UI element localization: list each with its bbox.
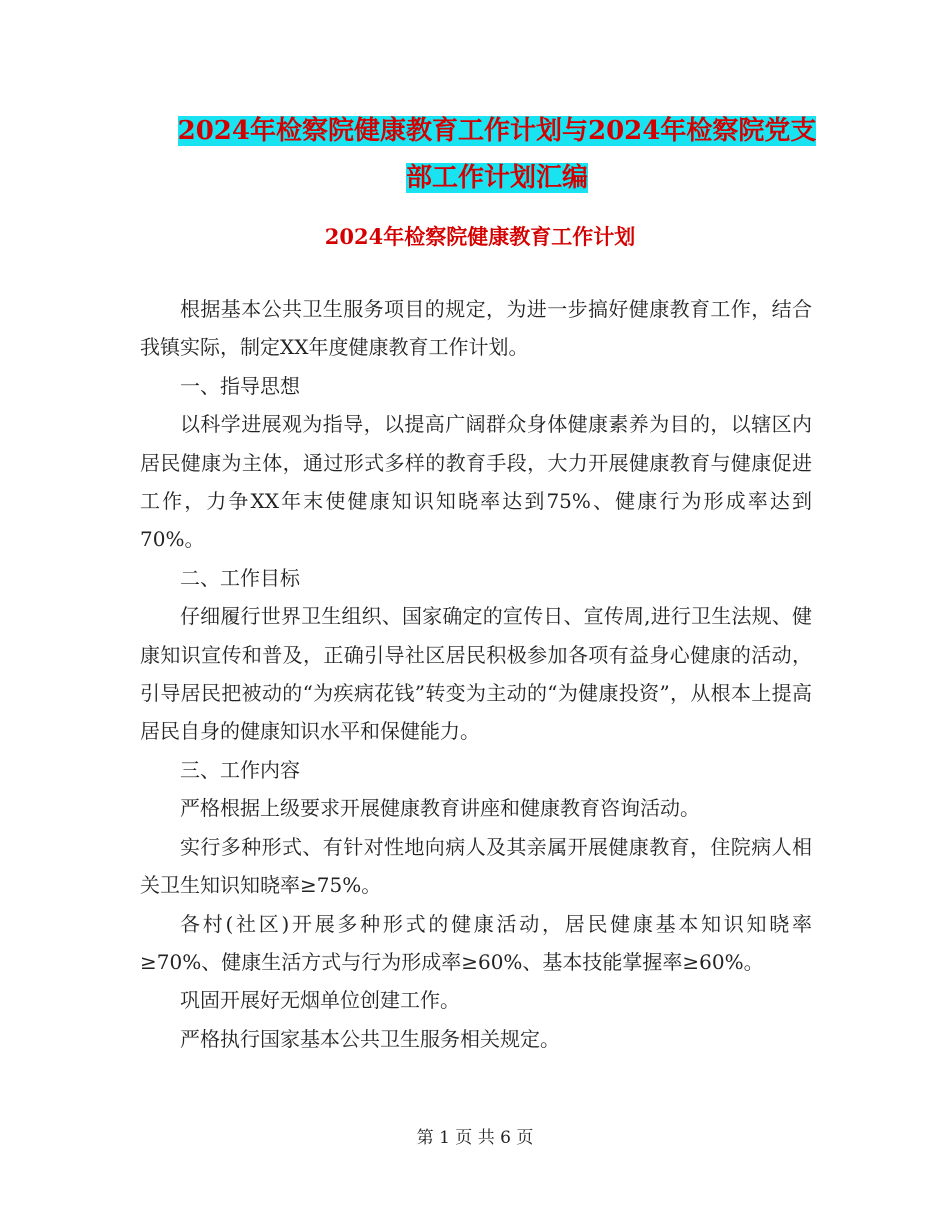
section-title: 2024年检察院健康教育工作计划 (324, 224, 636, 249)
paragraph-work-goals: 仔细履行世界卫生组织、国家确定的宣传日、宣传周,进行卫生法规、健康知识宣传和普及，正确引导社区居民积极参加各项有益身心健康的活动，引导居民把被动的“为疾病花钱”转变为主动的“为健康投资”，从根本上提高居民自身的健康知识水平和保健能力。 (140, 604, 812, 744)
document-title (140, 108, 854, 202)
paragraph-guiding-ideology: 以科学进展观为指导，以提高广阔群众身体健康素养为目的，以辖区内居民健康为主体，通过形式多样的教育手段，大力开展健康教育与健康促进工作，力争XX年末使健康知识知晓率达到75%、健康行为形成率达到70%。 (140, 412, 812, 552)
paragraph-intro: 根据基本公共卫生服务项目的规定，为进一步搞好健康教育工作，结合我镇实际，制定XX年度健康教育工作计划。 (140, 297, 812, 360)
heading-guiding-ideology: 一、指导思想 (180, 373, 300, 398)
document-title-line-2: 部工作计划汇编 (405, 163, 588, 193)
page-footer: 第 1 页 共 6 页 (416, 1128, 534, 1148)
heading-work-content: 三、工作内容 (180, 757, 300, 782)
paragraph-content-2: 实行多种形式、有针对性地向病人及其亲属开展健康教育，住院病人相关卫生知识知晓率≥75%。 (140, 834, 812, 898)
paragraph-content-4: 巩固开展好无烟单位创建工作。 (180, 988, 460, 1013)
paragraph-content-3: 各村(社区)开展多种形式的健康活动，居民健康基本知识知晓率≥70%、健康生活方式与行为形成率≥60%、基本技能掌握率≥60%。 (140, 911, 812, 974)
document-title-line-1: 2024年检察院健康教育工作计划与2024年检察院党支 (177, 116, 817, 146)
document-body (140, 290, 812, 1058)
paragraph-content-5: 严格执行国家基本公共卫生服务相关规定。 (180, 1026, 560, 1051)
paragraph-content-1: 严格根据上级要求开展健康教育讲座和健康教育咨询活动。 (180, 796, 700, 821)
heading-work-goals: 二、工作目标 (180, 565, 300, 590)
